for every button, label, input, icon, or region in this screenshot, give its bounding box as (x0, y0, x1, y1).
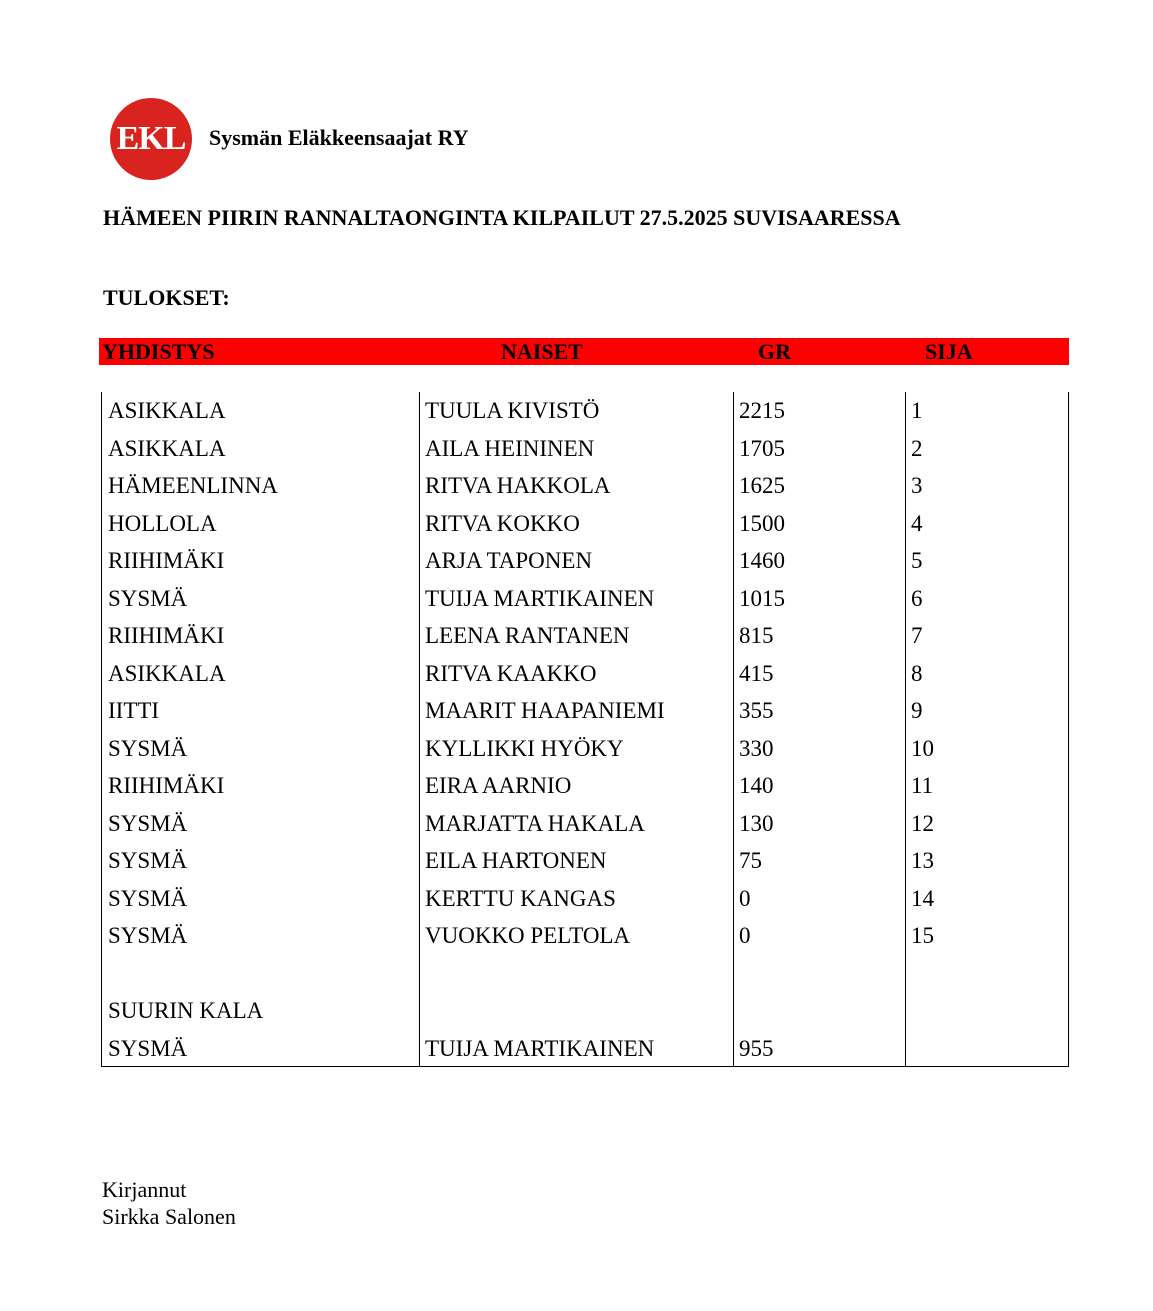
name-cell: TUIJA MARTIKAINEN (425, 1035, 655, 1061)
recorder-name: Sirkka Salonen (102, 1204, 236, 1229)
rank-cell: 4 (911, 510, 923, 536)
grams-cell: 330 (739, 735, 774, 761)
association-cell: HÄMEENLINNA (108, 473, 278, 498)
name-cell: ARJA TAPONEN (425, 548, 593, 573)
name-cell: EIRA AARNIO (425, 773, 572, 798)
rank-cell: 13 (911, 848, 934, 873)
organization-name: Sysmän Eläkkeensaajat RY (209, 125, 469, 150)
column-header-rank: SIJA (925, 339, 973, 364)
column-header-women: NAISET (501, 339, 583, 364)
grams-cell: 130 (739, 810, 774, 836)
grams-cell: 140 (739, 773, 774, 798)
grams-cell: 1625 (739, 473, 785, 498)
table-row (102, 580, 1068, 618)
rank-cell: 8 (911, 660, 923, 686)
rank-cell: 7 (911, 623, 923, 648)
biggest-fish-label: SUURIN KALA (108, 998, 264, 1023)
rank-cell: 9 (911, 698, 923, 723)
rank-cell: 12 (911, 810, 934, 836)
table-row (102, 505, 1068, 543)
name-cell: MARJATTA HAKALA (425, 810, 645, 836)
association-cell: IITTI (108, 698, 160, 723)
association-cell: ASIKKALA (108, 660, 226, 686)
rank-cell: 11 (911, 773, 934, 798)
column-header-grams: GR (758, 339, 791, 364)
table-row (102, 430, 1068, 468)
table-row (102, 692, 1068, 730)
table-row (102, 617, 1068, 655)
table-row (102, 392, 1068, 430)
rank-cell: 2 (911, 435, 923, 461)
biggest-fish-row (102, 1030, 1068, 1068)
name-cell: KYLLIKKI HYÖKY (425, 735, 624, 761)
name-cell: KERTTU KANGAS (425, 885, 616, 911)
association-cell: RIIHIMÄKI (108, 773, 225, 798)
association-cell: SYSMÄ (108, 848, 188, 873)
recorded-by-label: Kirjannut (102, 1177, 187, 1202)
grams-cell: 355 (739, 698, 774, 723)
association-cell: SYSMÄ (108, 810, 188, 836)
biggest-fish-label-row (102, 992, 1068, 1030)
grams-cell: 1500 (739, 510, 785, 536)
results-table (101, 392, 1069, 1067)
table-row (102, 767, 1068, 805)
table-row (102, 917, 1068, 955)
name-cell: RITVA KOKKO (425, 510, 580, 536)
name-cell: TUIJA MARTIKAINEN (425, 585, 655, 611)
column-header-association: YHDISTYS (102, 339, 215, 364)
name-cell: MAARIT HAAPANIEMI (425, 698, 665, 723)
association-cell: SYSMÄ (108, 1035, 188, 1061)
association-cell: RIIHIMÄKI (108, 548, 225, 573)
association-cell: RIIHIMÄKI (108, 623, 225, 648)
rank-cell: 6 (911, 585, 923, 611)
association-cell: ASIKKALA (108, 398, 226, 423)
rank-cell: 10 (911, 735, 934, 761)
grams-cell: 1015 (739, 585, 785, 611)
footer (102, 1176, 236, 1230)
grams-cell: 1460 (739, 548, 785, 573)
name-cell: LEENA RANTANEN (425, 623, 630, 648)
grams-cell: 75 (739, 848, 762, 873)
grams-cell: 0 (739, 885, 751, 911)
name-cell: EILA HARTONEN (425, 848, 607, 873)
association-cell: ASIKKALA (108, 435, 226, 461)
name-cell: RITVA KAAKKO (425, 660, 597, 686)
grams-cell: 815 (739, 623, 774, 648)
name-cell: RITVA HAKKOLA (425, 473, 611, 498)
table-row (102, 842, 1068, 880)
document-title: HÄMEEN PIIRIN RANNALTAONGINTA KILPAILUT 27.5.2025 SUVISAARESSA (103, 205, 901, 230)
table-row (102, 542, 1068, 580)
name-cell: VUOKKO PELTOLA (425, 923, 631, 948)
grams-cell: 0 (739, 923, 751, 948)
rank-cell: 15 (911, 923, 934, 948)
association-cell: SYSMÄ (108, 585, 188, 611)
rank-cell: 1 (911, 398, 923, 423)
ekl-logo (110, 98, 192, 180)
association-cell: SYSMÄ (108, 885, 188, 911)
association-cell: SYSMÄ (108, 735, 188, 761)
results-label: TULOKSET: (103, 285, 230, 310)
table-row (102, 467, 1068, 505)
grams-cell: 2215 (739, 398, 785, 423)
name-cell: AILA HEININEN (425, 435, 595, 461)
rank-cell: 14 (911, 885, 934, 911)
association-cell: SYSMÄ (108, 923, 188, 948)
rank-cell: 3 (911, 473, 923, 498)
grams-cell: 1705 (739, 435, 785, 461)
logo-text: EKL (116, 120, 186, 157)
table-row (102, 880, 1068, 918)
rank-cell: 5 (911, 548, 923, 573)
association-cell: HOLLOLA (108, 510, 217, 536)
table-row (102, 730, 1068, 768)
table-row (102, 805, 1068, 843)
table-row (102, 655, 1068, 693)
name-cell: TUULA KIVISTÖ (425, 398, 600, 423)
grams-cell: 415 (739, 660, 774, 686)
grams-cell: 955 (739, 1035, 774, 1061)
table-header (99, 338, 1069, 365)
